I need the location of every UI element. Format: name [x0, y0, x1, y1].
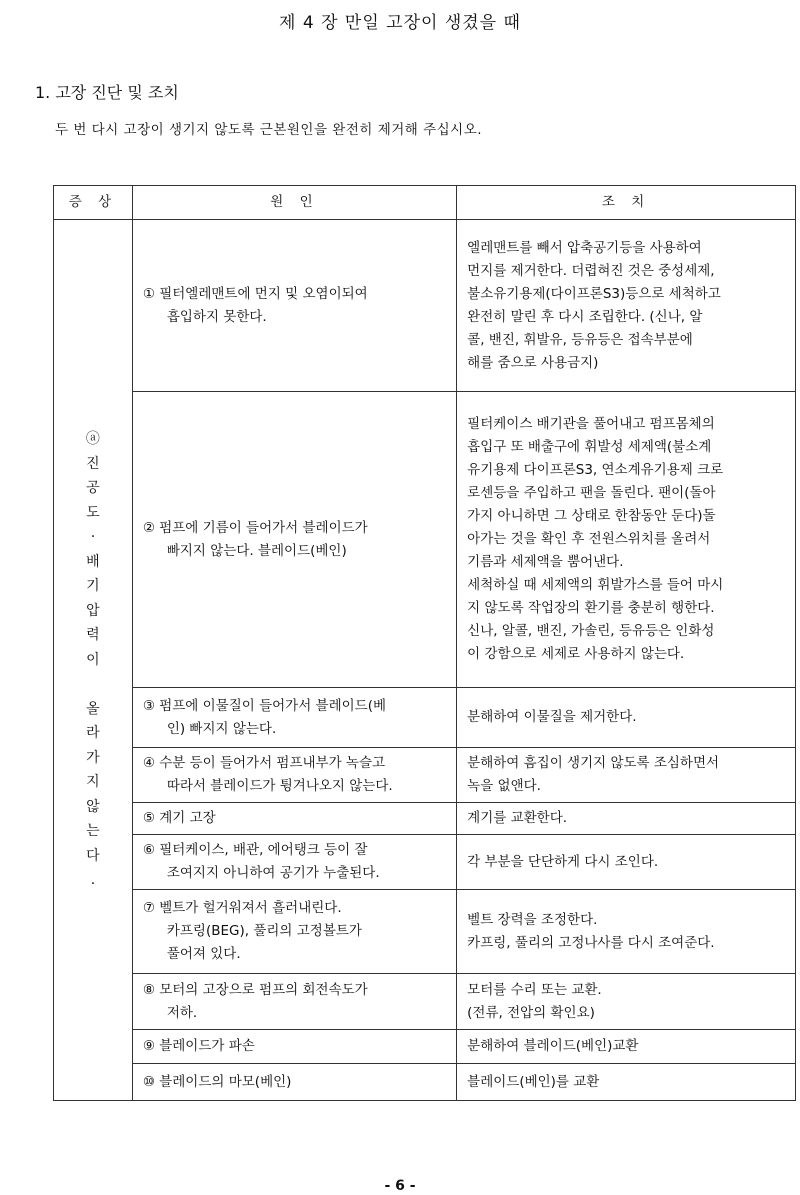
action-line: 세척하실 때 세제액의 휘발가스를 들어 마시: [467, 577, 724, 593]
action-line: 가지 아니하면 그 상태로 한참동안 둔다)돌: [467, 508, 716, 524]
action-line: 지 않도록 작업장의 환기를 충분히 행한다.: [467, 600, 715, 616]
cause-cell: [132, 1030, 456, 1064]
action-line: (전류, 전압의 확인요): [467, 1004, 595, 1021]
header-symptom: 증 상: [54, 186, 133, 220]
cause-line: ⑧ 모터의 고장으로 펌프의 회전속도가: [142, 981, 368, 998]
header-action: 조 치: [457, 186, 796, 220]
action-line: 분해하여 이물질을 제거한다.: [467, 709, 637, 725]
symptom-char: 지: [86, 774, 100, 791]
symptom-char: ·: [90, 529, 96, 546]
cause-cell: [132, 392, 456, 688]
symptom-char: [54, 672, 132, 697]
cause-cell: [132, 688, 456, 748]
action-line: 모터를 수리 또는 교환.: [467, 981, 602, 998]
cause-line: 흡입하지 못한다.: [166, 308, 267, 325]
cause-cell: [132, 803, 456, 835]
table-header-row: [54, 186, 796, 220]
cause-line: 풀어져 있다.: [166, 946, 241, 962]
table-row: [54, 220, 796, 392]
action-line: 엘레맨트를 빼서 압축공기등을 사용하여: [467, 239, 702, 256]
table-row: [54, 748, 796, 803]
symptom-char: .: [90, 872, 96, 889]
cause-cell: [132, 748, 456, 803]
action-line: 벨트 장력을 조정한다.: [467, 911, 598, 928]
symptom-char: 배: [86, 553, 100, 570]
table-row: [54, 803, 796, 835]
action-cell: [457, 392, 796, 688]
cause-line: ② 펌프에 기름이 들어가서 블레이드가: [142, 519, 368, 536]
symptom-char: 공: [86, 480, 100, 497]
table-body: [54, 220, 796, 1101]
action-line: 이 강함으로 세제로 사용하지 않는다.: [467, 646, 685, 662]
action-line: 블레이드(베인)를 교환: [467, 1073, 600, 1090]
action-cell: [457, 974, 796, 1030]
table-row: [54, 974, 796, 1030]
action-line: 완전히 말린 후 다시 조립한다. (신나, 알: [467, 308, 703, 325]
action-line: 각 부분을 단단하게 다시 조인다.: [467, 853, 659, 870]
cause-line: 조여지지 아니하여 공기가 누출된다.: [166, 865, 380, 881]
table-row: [54, 688, 796, 748]
action-line: 불소유기용제(다이프론S3)등으로 세척하고: [467, 285, 721, 302]
symptom-char: 도: [86, 504, 100, 521]
cause-line: ⑥ 필터케이스, 배관, 에어탱크 등이 잘: [142, 842, 368, 858]
action-line: 카프링, 풀리의 고정나사를 다시 조여준다.: [467, 934, 715, 951]
chapter-title: 제 4 장 만일 고장이 생겼을 때: [279, 13, 521, 33]
action-line: 먼지를 제거한다. 더렵혀진 것은 중성세제,: [467, 262, 715, 279]
section-heading: 1. 고장 진단 및 조치: [35, 83, 179, 102]
cause-line: ① 필터엘레맨트에 먼지 및 오염이되여: [142, 285, 368, 302]
page-number: - 6 -: [384, 1178, 416, 1194]
action-line: 로센등을 주입하고 팬을 돌린다. 팬이(돌아: [467, 485, 716, 501]
cause-cell: [132, 220, 456, 392]
table-row: [54, 835, 796, 890]
header-cause: 원 인: [132, 186, 456, 220]
cause-line: 빠지지 않는다. 블레이드(베인): [166, 542, 347, 559]
action-line: 녹을 없앤다.: [467, 778, 541, 794]
troubleshooting-table: [53, 185, 796, 1101]
symptom-char: 가: [86, 749, 100, 766]
cause-cell: [132, 835, 456, 890]
action-cell: [457, 1030, 796, 1064]
symptom-char: 기: [86, 578, 100, 595]
cause-line: ③ 펌프에 이물질이 들어가서 블레이드(베: [142, 697, 387, 714]
symptom-char: 않: [86, 798, 100, 815]
action-line: 신나, 알콜, 밴진, 가솔린, 등유등은 인화성: [467, 623, 715, 639]
symptom-char: 올: [86, 700, 100, 717]
table-row: [54, 1030, 796, 1064]
symptom-char: ⓐ: [85, 431, 100, 448]
action-line: 분해하여 블레이드(베인)교환: [467, 1038, 639, 1054]
action-cell: [457, 748, 796, 803]
action-cell: [457, 688, 796, 748]
cause-cell: [132, 1064, 456, 1101]
cause-line: ⑩ 블레이드의 마모(베인): [142, 1073, 292, 1090]
action-line: 해를 줌으로 사용금지): [467, 354, 599, 371]
symptom-char: 진: [86, 455, 100, 472]
action-cell: [457, 803, 796, 835]
symptom-cell: [54, 220, 133, 1101]
symptom-char: 압: [86, 602, 100, 619]
cause-line: ⑦ 벨트가 헐거워져서 흘러내린다.: [142, 900, 342, 916]
action-line: 필터케이스 배기관을 풀어내고 펌프몸체의: [467, 416, 715, 432]
table-row: [54, 392, 796, 688]
action-line: 유기용제 다이프론S3, 연소계유기용제 크로: [467, 462, 724, 478]
symptom-char: 이: [86, 651, 100, 668]
cause-cell: [132, 890, 456, 974]
table-row: [54, 890, 796, 974]
symptom-char: 다: [86, 847, 100, 864]
action-line: 흡입구 또 배출구에 휘발성 세제액(불소계: [467, 439, 712, 455]
action-cell: [457, 1064, 796, 1101]
action-cell: [457, 835, 796, 890]
cause-line: ⑨ 블레이드가 파손: [142, 1038, 255, 1054]
symptom-char: 라: [86, 725, 100, 742]
action-line: 아가는 것을 확인 후 전원스위치를 올려서: [467, 531, 711, 547]
cause-cell: [132, 974, 456, 1030]
action-cell: [457, 220, 796, 392]
cause-line: 카프링(BEG), 풀리의 고정볼트가: [166, 923, 362, 939]
cause-line: 따라서 블레이드가 튕겨나오지 않는다.: [166, 778, 393, 794]
cause-line: ④ 수분 등이 들어가서 펌프내부가 녹슬고: [142, 755, 386, 771]
intro-text: 두 번 다시 고장이 생기지 않도록 근본원인을 완전히 제거해 주십시오.: [55, 122, 483, 138]
action-line: 기름과 세제액을 뿜어낸다.: [467, 554, 624, 570]
symptom-char: 는: [86, 823, 100, 840]
cause-line: 저하.: [166, 1004, 198, 1021]
table-row: [54, 1064, 796, 1101]
cause-line: 인) 빠지지 않는다.: [166, 720, 277, 737]
action-line: 계기를 교환한다.: [467, 810, 568, 826]
action-line: 분해하여 흠집이 생기지 않도록 조심하면서: [467, 755, 720, 771]
cause-line: ⑤ 계기 고장: [142, 810, 216, 826]
action-cell: [457, 890, 796, 974]
action-line: 콜, 밴진, 휘발유, 등유등은 접속부분에: [467, 331, 693, 348]
symptom-char: 력: [86, 627, 100, 644]
